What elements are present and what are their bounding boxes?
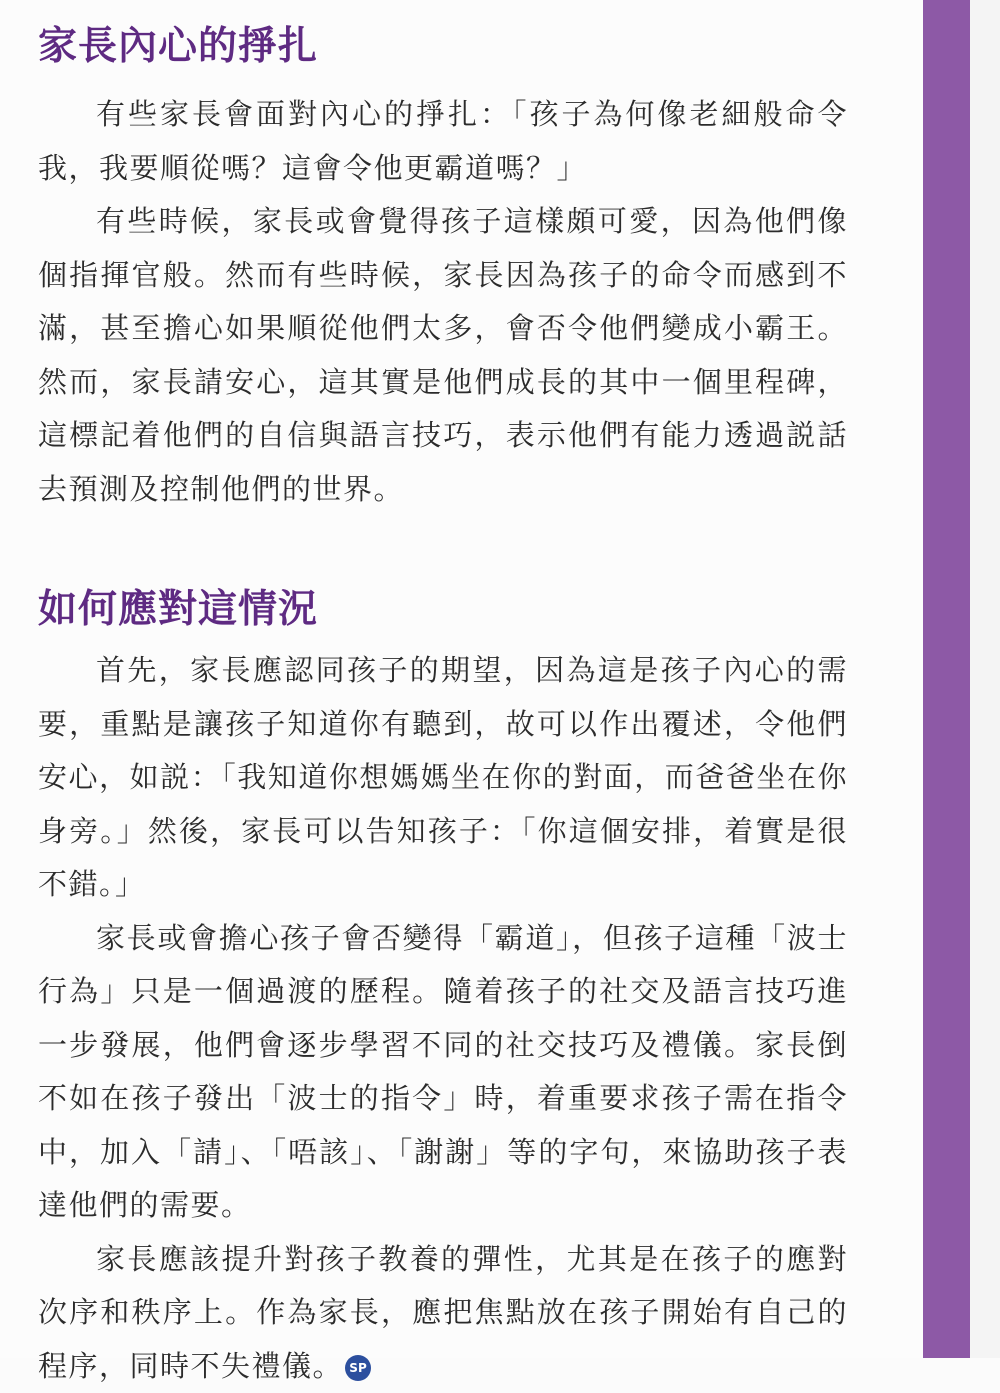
paragraph: 有些時候，家長或會覺得孩子這樣頗可愛，因為他們像個指揮官般。然而有些時候，家長因為孩子的命令而感到不滿，甚至擔心如果順從他們太多，會否令他們變成小霸王。然而，家長請安心，這其實是他們成長的其中一個里程碑，這標記着他們的自信與語言技巧，表示他們有能力透過説話去預測及控制他們的世界。 <box>38 195 848 516</box>
paragraph-text: 家長應該提升對孩子教養的彈性，尤其是在孩子的應對次序和秩序上。作為家長，應把焦點放在孩子開始有自己的程序，同時不失禮儀。 <box>38 1242 848 1383</box>
section-heading: 家長內心的掙扎 <box>38 18 848 76</box>
section-how-to-respond <box>38 581 848 1393</box>
paragraph: 家長或會擔心孩子會否變得「霸道」，但孩子這種「波士行為」只是一個過渡的歷程。隨着孩子的社交及語言技巧進一步發展，他們會逐步學習不同的社交技巧及禮儀。家長倒不如在孩子發出「波士的指令」時，着重要求孩子需在指令中，加入「請」、「唔該」、「謝謝」等的字句，來協助孩子表達他們的需要。 <box>38 912 848 1233</box>
paragraph-last <box>38 1233 848 1393</box>
paragraph: 有些家長會面對內心的掙扎：「孩子為何像老細般命令我，我要順從嗎？這會令他更霸道嗎？」 <box>38 88 848 195</box>
paragraph: 首先，家長應認同孩子的期望，因為這是孩子內心的需要，重點是讓孩子知道你有聽到，故可以作出覆述，令他們安心，如説：「我知道你想媽媽坐在你的對面，而爸爸坐在你身旁。」然後，家長可以告知孩子：「你這個安排，着實是很不錯。」 <box>38 644 848 912</box>
page-edge <box>970 0 1000 1358</box>
sp-logo-icon: SP <box>345 1355 371 1381</box>
section-parent-struggle <box>38 18 848 516</box>
purple-side-bar <box>923 0 970 1358</box>
article-body <box>38 18 848 1393</box>
section-heading: 如何應對這情況 <box>38 581 848 639</box>
